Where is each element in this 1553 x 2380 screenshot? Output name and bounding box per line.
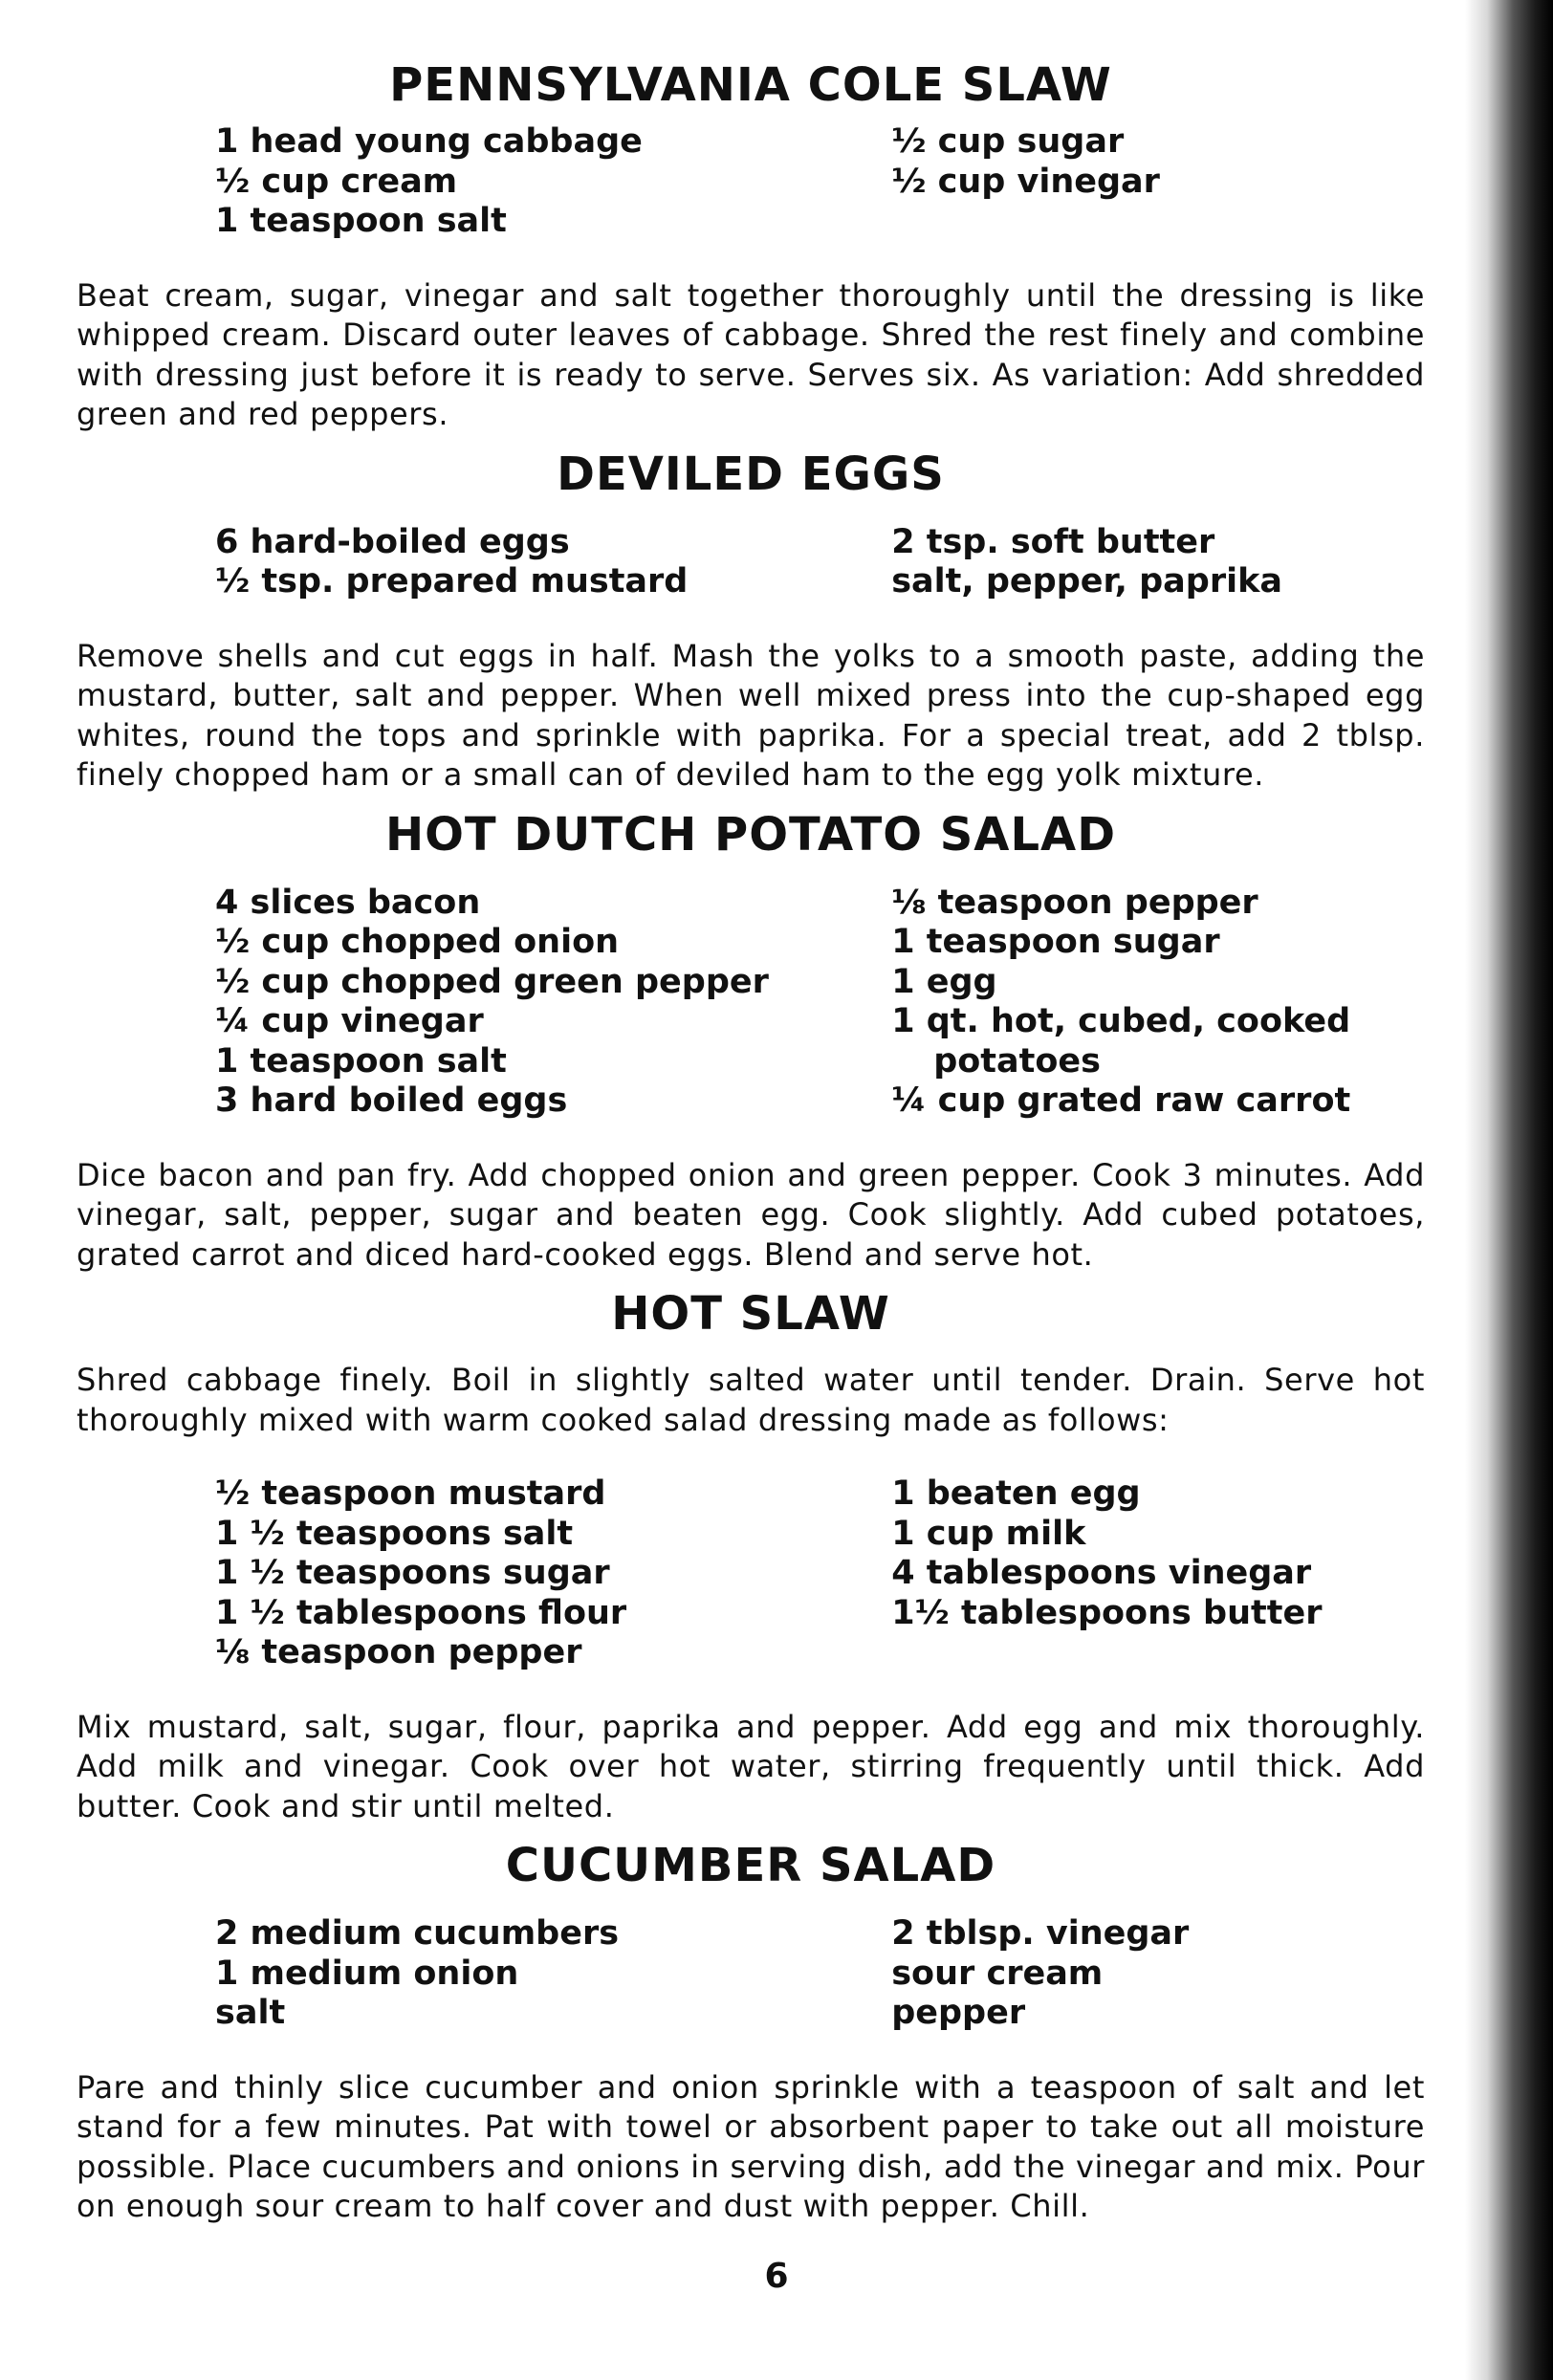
ingredient-item: 2 medium cucumbers	[215, 1914, 620, 1953]
recipe-directions: Remove shells and cut eggs in half. Mash the yolks to a smooth paste, adding the mustard, butter, salt and pepper. When well mixed press into the cup-shaped egg whites, round the tops and sprinkle with paprika. For a special treat, add 2 tblsp. finely chopped ham or a small can of deviled ham to the egg yolk mixture.	[77, 637, 1425, 793]
ingredient-item: 1 qt. hot, cubed, cooked	[891, 1002, 1351, 1040]
ingredient-item: 1 beaten egg	[891, 1474, 1141, 1513]
ingredient-item: pepper	[891, 1994, 1026, 2032]
ingredient-item: ½ teaspoon mustard	[215, 1474, 606, 1513]
page-number: 6	[764, 2257, 789, 2296]
recipe-title: PENNSYLVANIA COLE SLAW	[389, 58, 1112, 112]
recipe-directions: Beat cream, sugar, vinegar and salt together thoroughly until the dressing is like whipped cream. Discard outer leaves of cabbage. Shred the rest finely and combine with dressing just before it is ready to serve. Serves six. As variation: Add shredded green and red peppers.	[77, 276, 1425, 432]
ingredient-item: 6 hard-boiled eggs	[215, 522, 570, 561]
ingredient-column-right	[891, 1914, 1425, 2034]
ingredient-column-right	[891, 523, 1425, 602]
recipe-pennsylvania-cole-slaw	[77, 57, 1425, 435]
ingredient-list	[77, 122, 1425, 242]
ingredient-item: 1 cup milk	[891, 1514, 1086, 1553]
ingredient-item: 3 hard boiled eggs	[215, 1081, 568, 1120]
ingredient-item: 1 teaspoon sugar	[891, 923, 1220, 961]
ingredient-item: 1 ½ tablespoons flour	[215, 1593, 627, 1632]
ingredient-item: 1 medium onion	[215, 1954, 519, 1993]
ingredient-item: 2 tsp. soft butter	[891, 522, 1215, 561]
ingredient-item: 1 egg	[891, 962, 997, 1001]
ingredient-column-left	[215, 884, 891, 1122]
ingredient-item: 4 tablespoons vinegar	[891, 1554, 1312, 1592]
recipe-title: HOT SLAW	[611, 1287, 890, 1341]
ingredient-item: ½ cup chopped green pepper	[215, 962, 769, 1001]
ingredient-item: 1 ½ teaspoons sugar	[215, 1554, 610, 1592]
ingredient-item: 1 ½ teaspoons salt	[215, 1514, 574, 1553]
ingredient-item: salt, pepper, paprika	[891, 562, 1282, 600]
ingredient-column-right	[891, 1474, 1425, 1673]
page-content	[77, 57, 1425, 2238]
ingredient-column-left	[215, 122, 891, 242]
page-binding-edge	[1465, 0, 1553, 2380]
ingredient-item-continued: potatoes	[933, 1041, 1101, 1081]
ingredient-item: 1 teaspoon salt	[215, 202, 507, 240]
ingredient-item: ½ cup cream	[215, 162, 458, 201]
ingredient-item: ⅛ teaspoon pepper	[891, 883, 1258, 922]
ingredient-column-left	[215, 1474, 891, 1673]
ingredient-item: salt	[215, 1994, 286, 2032]
recipe-intro: Shred cabbage finely. Boil in slightly salted water until tender. Drain. Serve hot thoroughly mixed with warm cooked salad dressing made as follows:	[77, 1362, 1425, 1438]
recipe-title: HOT DUTCH POTATO SALAD	[384, 807, 1117, 862]
ingredient-list	[77, 884, 1425, 1122]
recipe-hot-dutch-potato-salad	[77, 807, 1425, 1276]
recipe-title: CUCUMBER SALAD	[505, 1839, 996, 1892]
recipe-deviled-eggs	[77, 447, 1425, 796]
ingredient-list	[77, 1474, 1425, 1673]
ingredient-column-left	[215, 1914, 891, 2034]
recipe-title: DEVILED EGGS	[557, 447, 945, 501]
ingredient-list	[77, 523, 1425, 602]
ingredient-column-right	[891, 122, 1425, 242]
ingredient-item: 1 teaspoon salt	[215, 1041, 507, 1081]
ingredient-item: ⅛ teaspoon pepper	[215, 1633, 582, 1671]
ingredient-item: sour cream	[891, 1954, 1104, 1993]
ingredient-item: ¼ cup grated raw carrot	[891, 1081, 1351, 1120]
ingredient-item: ½ cup sugar	[891, 122, 1125, 161]
recipe-cucumber-salad	[77, 1838, 1425, 2227]
ingredient-item: 2 tblsp. vinegar	[891, 1914, 1190, 1953]
ingredient-item: ¼ cup vinegar	[215, 1002, 484, 1040]
recipe-directions: Mix mustard, salt, sugar, flour, paprika and pepper. Add egg and mix thoroughly. Add milk and vinegar. Cook over hot water, stirring frequently until thick. Add butter. Cook and stir until melted.	[77, 1708, 1425, 1824]
ingredient-item: ½ tsp. prepared mustard	[215, 562, 689, 600]
ingredient-item: ½ cup chopped onion	[215, 923, 620, 961]
ingredient-item: 1½ tablespoons butter	[891, 1593, 1323, 1632]
ingredient-list	[77, 1914, 1425, 2034]
recipe-directions: Pare and thinly slice cucumber and onion sprinkle with a teaspoon of salt and let stand for a few minutes. Pat with towel or absorbent paper to take out all moisture possible. Place cucumbers and onions in serving dish, add the vinegar and mix. Pour on enough sour cream to half cover and dust with pepper. Chill.	[77, 2068, 1425, 2224]
ingredient-item: 4 slices bacon	[215, 883, 481, 922]
ingredient-item: 1 head young cabbage	[215, 122, 643, 161]
ingredient-item: ½ cup vinegar	[891, 162, 1160, 201]
recipe-hot-slaw	[77, 1286, 1425, 1826]
recipe-directions: Dice bacon and pan fry. Add chopped onion and green pepper. Cook 3 minutes. Add vinegar, salt, pepper, sugar and beaten egg. Cook slightly. Add cubed potatoes, grated carrot and diced hard-cooked eggs. Blend and serve hot.	[77, 1156, 1425, 1273]
ingredient-column-right	[891, 884, 1425, 1122]
ingredient-column-left	[215, 523, 891, 602]
